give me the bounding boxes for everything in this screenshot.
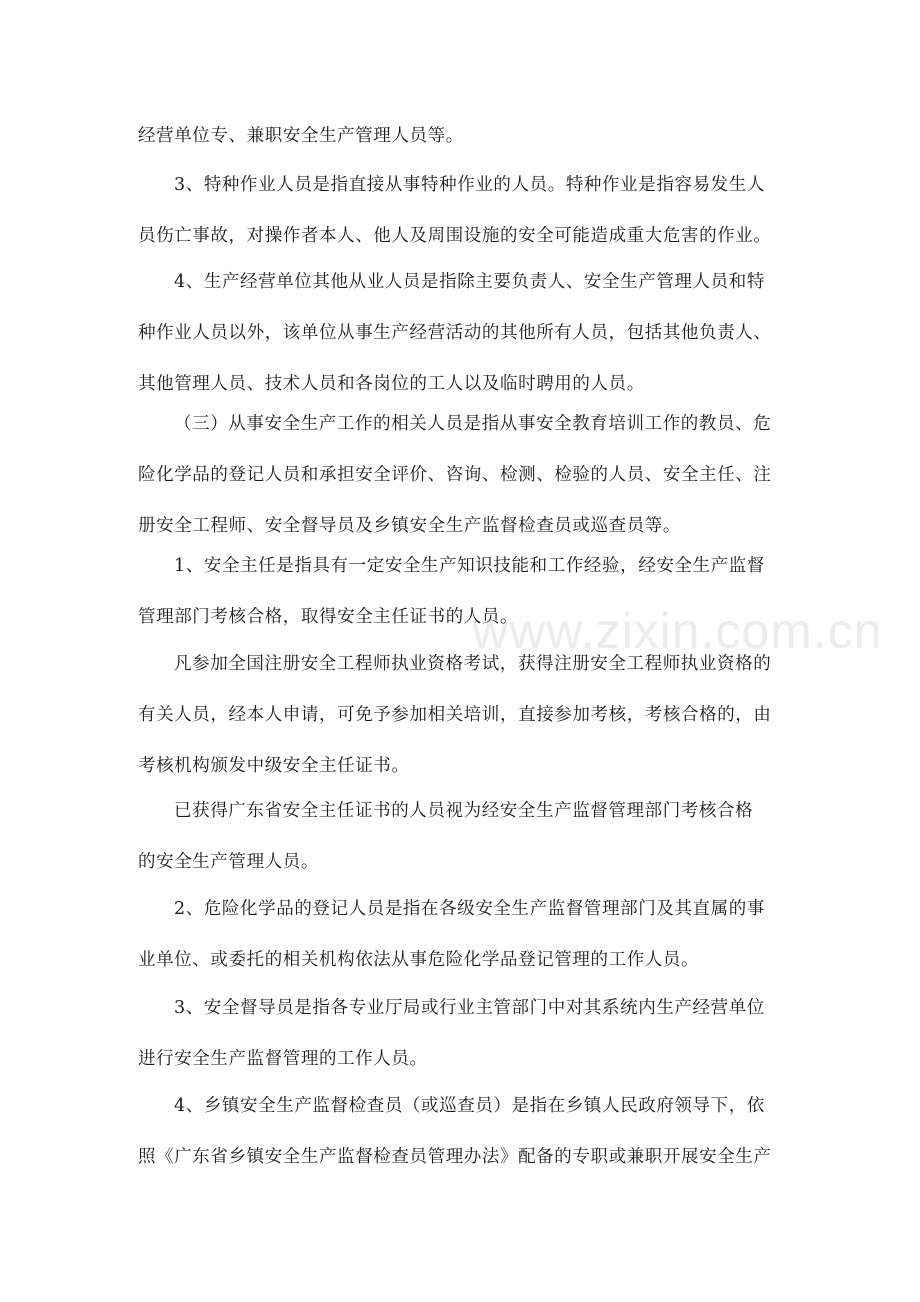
paragraph <box>138 786 788 888</box>
text-line: 种作业人员以外，该单位从事生产经营活动的其他所有人员，包括其他负责人、 <box>138 323 772 343</box>
text-line: 3、特种作业人员是指直接从事特种作业的人员。特种作业是指容易发生人 <box>174 175 765 195</box>
paragraph <box>138 983 788 1085</box>
text-line: 考核机构颁发中级安全主任证书。 <box>138 756 410 776</box>
text-line: 凡参加全国注册安全工程师执业资格考试，获得注册安全工程师执业资格的 <box>174 654 772 674</box>
text-line: 4、生产经营单位其他从业人员是指除主要负责人、安全生产管理人员和特 <box>174 272 765 292</box>
paragraph <box>138 111 788 162</box>
text-line: 册安全工程师、安全督导员及乡镇安全生产监督检查员或巡查员等。 <box>138 516 681 536</box>
text-line: 照《广东省乡镇安全生产监督检查员管理办法》配备的专职或兼职开展安全生产 <box>138 1147 772 1167</box>
text-line: 其他管理人员、技术人员和各岗位的工人以及临时聘用的人员。 <box>138 374 645 394</box>
text-line: 员伤亡事故，对操作者本人、他人及周围设施的安全可能造成重大危害的作业。 <box>138 226 772 246</box>
text-line: 3、安全督导员是指各专业厅局或行业主管部门中对其系统内生产经营单位 <box>174 998 765 1018</box>
text-line: （三）从事安全生产工作的相关人员是指从事安全教育培训工作的教员、危 <box>174 414 772 434</box>
paragraph <box>138 1081 788 1183</box>
text-line: 进行安全生产监督管理的工作人员。 <box>138 1049 428 1069</box>
paragraph <box>138 257 788 410</box>
paragraph <box>138 541 788 643</box>
watermark: www.zixin.com.cn <box>472 603 883 659</box>
text-line: 有关人员，经本人申请，可免予参加相关培训，直接参加考核，考核合格的，由 <box>138 705 772 725</box>
text-line: 4、乡镇安全生产监督检查员（或巡查员）是指在乡镇人民政府领导下，依 <box>174 1096 765 1116</box>
text-line: 业单位、或委托的相关机构依法从事危险化学品登记管理的工作人员。 <box>138 950 700 970</box>
text-line: 的安全生产管理人员。 <box>138 852 319 872</box>
paragraph <box>138 160 788 262</box>
text-line: 已获得广东省安全主任证书的人员视为经安全生产监督管理部门考核合格 <box>174 801 754 821</box>
text-line: 经营单位专、兼职安全生产管理人员等。 <box>138 126 464 146</box>
paragraph <box>138 884 788 986</box>
text-line: 管理部门考核合格，取得安全主任证书的人员。 <box>138 607 519 627</box>
paragraph <box>138 399 788 552</box>
text-line: 2、危险化学品的登记人员是指在各级安全生产监督管理部门及其直属的事 <box>174 899 765 919</box>
text-line: 1、安全主任是指具有一定安全生产知识技能和工作经验，经安全生产监督 <box>174 556 765 576</box>
text-line: 险化学品的登记人员和承担安全评价、咨询、检测、检验的人员、安全主任、注 <box>138 465 772 485</box>
paragraph <box>138 639 788 792</box>
